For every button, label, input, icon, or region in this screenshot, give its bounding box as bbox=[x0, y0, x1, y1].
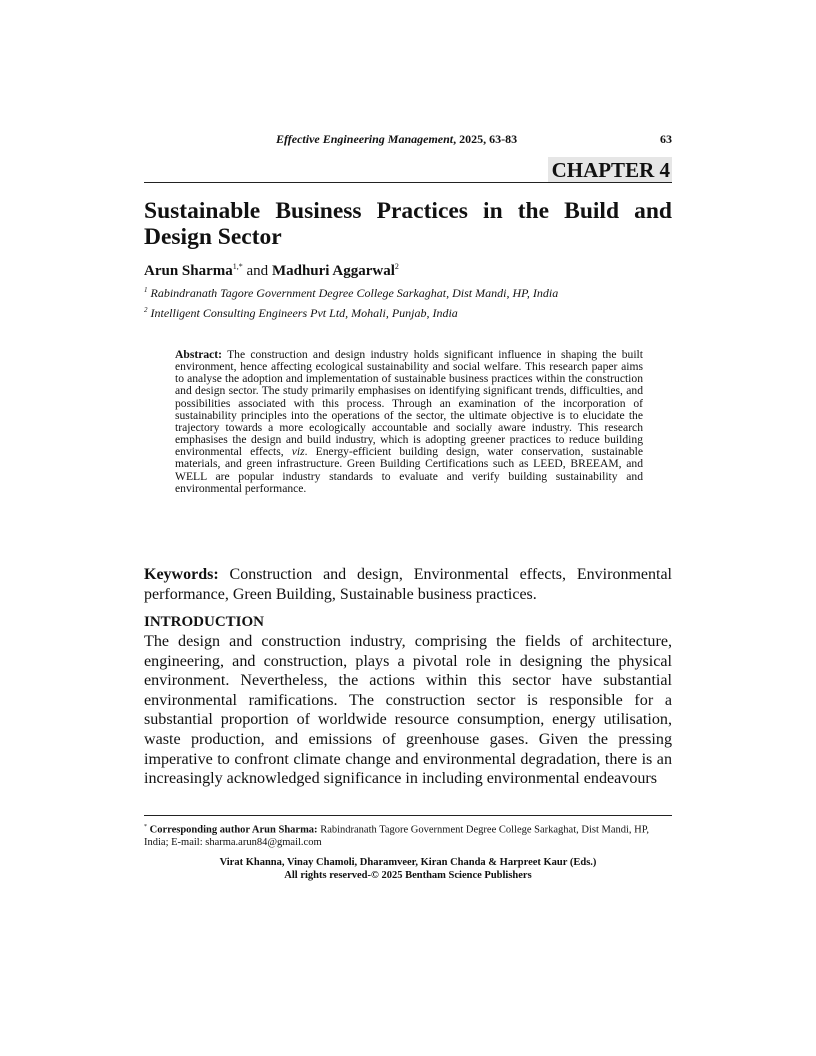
footnote-rule bbox=[144, 815, 672, 816]
affiliation-text: Rabindranath Tagore Government Degree College Sarkaghat, Dist Mandi, HP, India bbox=[150, 286, 559, 300]
affiliation-sup: 1 bbox=[144, 286, 148, 294]
copyright: All rights reserved-© 2025 Bentham Science Publishers bbox=[284, 869, 532, 881]
journal-volume-pages: , 2025, 63-83 bbox=[453, 132, 518, 146]
abstract bbox=[175, 349, 643, 495]
footnote bbox=[144, 821, 672, 850]
affiliation bbox=[144, 286, 558, 301]
introduction-text: The design and construction industry, comprising the fields of architecture, engineering, and construction, plays a pivotal role in designing the physical environment. Nevertheless, the actions within this sector have substantial environmental ramifications. The construction sector is responsible for a substantial proportion of worldwide resource consumption, energy utilisation, waste production, and emissions of greenhouse gases. Given the pressing imperative to confront climate change and environmental degradation, there is an increasingly acknowledged significance in including environmental endeavours bbox=[144, 633, 672, 788]
author-sup: 2 bbox=[394, 262, 399, 271]
footnote-sup: * bbox=[144, 824, 147, 830]
paper-title: Sustainable Business Practices in the Build and Design Sector bbox=[144, 198, 672, 250]
journal-name: Effective Engineering Management bbox=[276, 132, 454, 146]
author-name: Arun Sharma bbox=[144, 263, 233, 279]
footnote-text: Rabindranath Tagore Government Degree College Sarkaghat, Dist Mandi, HP, India; E-mail: sharma.arun84@gmail.com bbox=[144, 824, 650, 848]
keywords-text: Construction and design, Environmental effects, Environmental performance, Green Building, Sustainable business practices. bbox=[144, 566, 672, 603]
author-joiner: and bbox=[242, 263, 272, 279]
author-line bbox=[144, 262, 399, 280]
abstract-label: Abstract: bbox=[175, 348, 223, 361]
journal-citation bbox=[276, 132, 517, 147]
editors-block bbox=[144, 857, 672, 882]
abstract-text: The construction and design industry holds significant influence in shaping the built environment, hence affecting ecological sustainability and social welfare. This research paper aims to analyse the adoption and implementation of sustainable business practices within the construction and design sector. The study primarily emphasises on identifying significant trends, difficulties, and possibilities associated with this process. Through an examination of the incorporation of sustainability principles into the operations of the sector, the ultimate objective is to elucidate the trajectory towards a more ecologically accountable and socially aware industry. This research emphasises the design and build industry, which is adopting greener practices to reduce building environmental effects, bbox=[175, 348, 643, 459]
keywords bbox=[144, 565, 672, 604]
page-number: 63 bbox=[660, 132, 672, 146]
author-name: Madhuri Aggarwal bbox=[271, 263, 395, 279]
chapter-label: CHAPTER 4 bbox=[548, 157, 672, 182]
affiliation-text: Intelligent Consulting Engineers Pvt Ltd, Mohali, Punjab, India bbox=[150, 306, 458, 320]
abstract-viz: viz bbox=[291, 445, 305, 459]
footnote-label: Corresponding author Arun Sharma: bbox=[149, 824, 318, 836]
section-heading: INTRODUCTION bbox=[144, 614, 265, 630]
editors: Virat Khanna, Vinay Chamoli, Dharamveer, Kiran Chanda & Harpreet Kaur (Eds.) bbox=[219, 857, 597, 868]
header-rule bbox=[144, 182, 672, 183]
keywords-label: Keywords: bbox=[144, 566, 219, 583]
author-sup: 1,* bbox=[232, 262, 243, 271]
abstract-text-cont: . Energy-efficient building design, water conservation, sustainable materials, and green infrastructure. Green Building Certifications such as LEED, BREEAM, and WELL are popular industry standards to evaluate and verify building sustainability and environmental performance. bbox=[175, 445, 644, 495]
affiliation-sup: 2 bbox=[144, 306, 148, 314]
affiliation bbox=[144, 306, 458, 321]
